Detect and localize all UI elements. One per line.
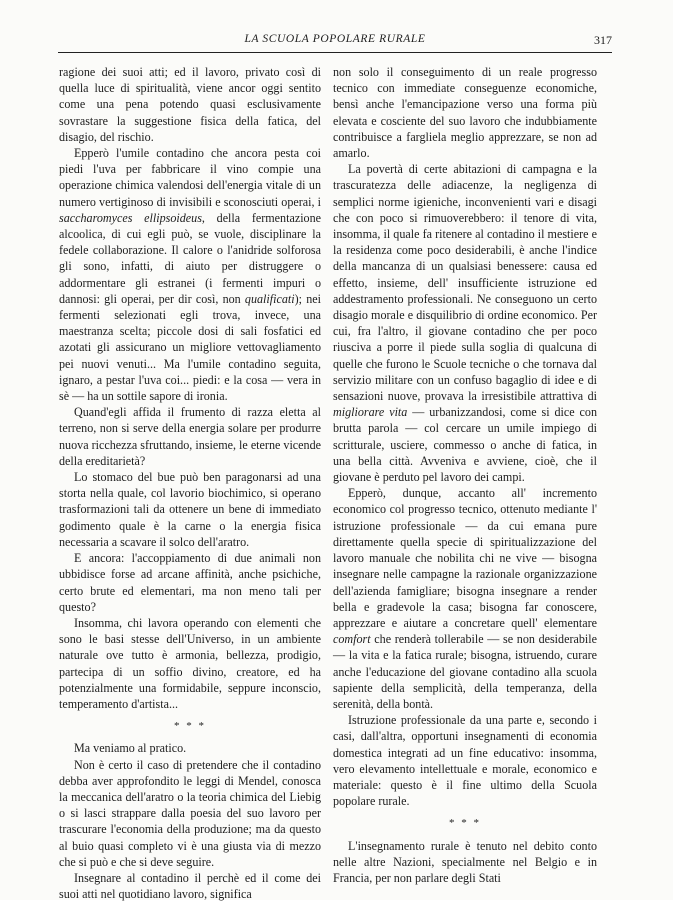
text-run: , della fermentazione alcoolica, di cui egli può, se vuole, disciplinare la fedele collaborazione. Il calore o l'anidride solforosa gli sono, infatti, di aiuto per distruggere o addormentare gli estranei (i fermenti impuri o dannosi: gli operai, per dir così, non bbox=[59, 210, 322, 306]
page-number: 317 bbox=[594, 33, 612, 47]
text-run: — urbanizzandosi, come si dice con brutta parola — col cercare un umile impiego di scritturale, usciere, commesso o anche di fatica, in una bella città. Avveniva e avviene, cioè, che il giovane è perduto pel lavoro dei campi. bbox=[333, 405, 597, 485]
paragraph: Quand'egli affida il frumento di razza eletta al terreno, non si serve della energia solare per produrre nuova ricchezza sfruttando, insieme, le eterne vicende della ereditarietà? bbox=[59, 405, 321, 468]
text-run: che renderà tollerabile — se non desiderabile — la vita e la fatica rurale; bisogna, istruendo, curare anche l'educazione del giovane contadino alla scuola sapiente della semplicità, della temperanza, della serenità, della bontà. bbox=[333, 632, 597, 711]
left-column bbox=[59, 64, 321, 902]
section-divider: * * * bbox=[449, 817, 481, 830]
italic-term: qualificati bbox=[244, 291, 295, 306]
italic-term: migliorare vita bbox=[333, 405, 408, 420]
running-title: LA SCUOLA POPOLARE RURALE bbox=[244, 33, 426, 45]
paragraph: Lo stomaco del bue può ben paragonarsi ad una storta nella quale, col lavorio biochimico, si operano trasformazioni tali da ottenere un bene di immediato godimento quale è la carne o la energia fisica necessaria a scavare il solco dell'aratro. bbox=[59, 470, 321, 549]
paragraph: Ma veniamo al pratico. bbox=[74, 741, 187, 756]
paragraph: Insegnare al contadino il perchè ed il come dei suoi atti nel quotidiano lavoro, significa bbox=[59, 870, 321, 902]
paragraph: Non è certo il caso di pretendere che il contadino debba aver approfondito le leggi di Mendel, conosca la meccanica dell'aratro o la teoria chimica del Liebig o si lasci strappare dalla poesia del suo lavoro per trascurare l'economia della produzione; ma da questo al buio quasi completo vi è una giusta via di mezzo che si può e che si deve seguire. bbox=[59, 757, 321, 869]
section-divider: * * * bbox=[174, 720, 206, 733]
text-run: Epperò, dunque, accanto all' incremento economico col progresso tecnico, ottenuto mediante l' istruzione professionale — da cui emana pure direttamente quella specie di spiritualizzazione del lavoro manuale che nobilita chi ne vive — bisogna insegnare nelle campagne la razionale organizzazione dell'azienda famigliare; bisogna insegnare a render bella e gradevole la casa; bisogna far conoscere, apprezzare e aiutare a concretare quell' elementare bbox=[333, 486, 597, 630]
text-run: La povertà di certe abitazioni di campagna e la trascuratezza delle adiacenze, la negligenza di semplici norme igieniche, inconvenienti vari e disagi che con poco si rimuoverebbero: il tenore di vita, insomma, il quale fa ritenere al contadino il mestiere e la residenza come poco desiderabili, è anche l'indice della mancanza di un qualsiasi benessere: causa ed effetto, insieme, dell' insufficiente istruzione ed addestramento professionali. Ne conseguono un certo disagio morale e disquilibrio di ordine economico. Per cui, fra l'altro, il giovane contadino che per poco riusciva a porre il piede sulla soglia di qualcuna di quelle che furono le Scuole tecniche o che tornava dal servizio militare con un confuso bagaglio di idee e di sensazioni nuove, provava la irresistibile attrattiva di bbox=[333, 162, 597, 404]
text-run: ); nei fermenti selezionati egli trova, invece, una maestranza scelta; piccole dosi di sali fosfatici ed azotati gli assicurano un migliore vettovagliamento pei nuovi venuti... Ma l'umile contadino seguita, ignaro, a pestar l'uva coi... piedi: e la cosa — vera in sè — ha un sottile sapore di ironia. bbox=[59, 291, 321, 404]
paragraph: E ancora: l'accoppiamento di due animali non ubbidisce forse ad arcane affinità, anche psichiche, certo brute ed elementari, ma non meno tali per questo? bbox=[59, 551, 321, 614]
paragraph: L'insegnamento rurale è tenuto nel debito conto nelle altre Nazioni, specialmente nel Belgio e in Francia, per non parlare degli Stati bbox=[333, 838, 597, 885]
paragraph: non solo il conseguimento di un reale progresso tecnico con immediate conseguenze economiche, bensì anche l'emancipazione verso una forma più elevata e cosciente del suo lavoro che indubbiamente contribuisce a fargliela meglio apprezzare, se non ad amarlo. bbox=[333, 65, 597, 161]
italic-term: comfort bbox=[333, 632, 371, 647]
text-run: Epperò l'umile contadino che ancora pesta coi piedi l'uva per fabbricare il vino compie una operazione chimica valendosi dell'energia vitale di un numero vertiginoso di invisibili e sconosciuti operai, i bbox=[59, 146, 321, 209]
paragraph bbox=[333, 161, 597, 485]
italic-term: saccharomyces ellipsoideus bbox=[59, 210, 202, 225]
page-header bbox=[58, 31, 612, 53]
header-rule bbox=[58, 52, 612, 53]
paragraph: Istruzione professionale da una parte e, secondo i casi, dall'altra, opportuni insegnamenti di economia domestica integrati ad un fine educativo: insomma, vero elevamento intellettuale e morale, economico e materiale: questo è il fine ultimo della Scuola popolare rurale. bbox=[333, 713, 597, 809]
right-column bbox=[333, 64, 597, 886]
paragraph bbox=[333, 485, 597, 712]
paragraph bbox=[59, 145, 321, 404]
paragraph: ragione dei suoi atti; ed il lavoro, privato così di quella luce di spiritualità, viene ancor oggi sentito come una pena potendo quasi esclusivamente sovrastare la suggestione fisica della fatica, del disagio, del rischio. bbox=[59, 65, 321, 144]
paragraph: Insomma, chi lavora operando con elementi che sono le basi stesse dell'Universo, in un ambiente naturale ove tutto è armonia, bellezza, prodigio, partecipa di un soffio divino, creatore, ed ha potenzialmente una formidabile, seppure inconscio, temperamento d'artista... bbox=[59, 615, 321, 711]
